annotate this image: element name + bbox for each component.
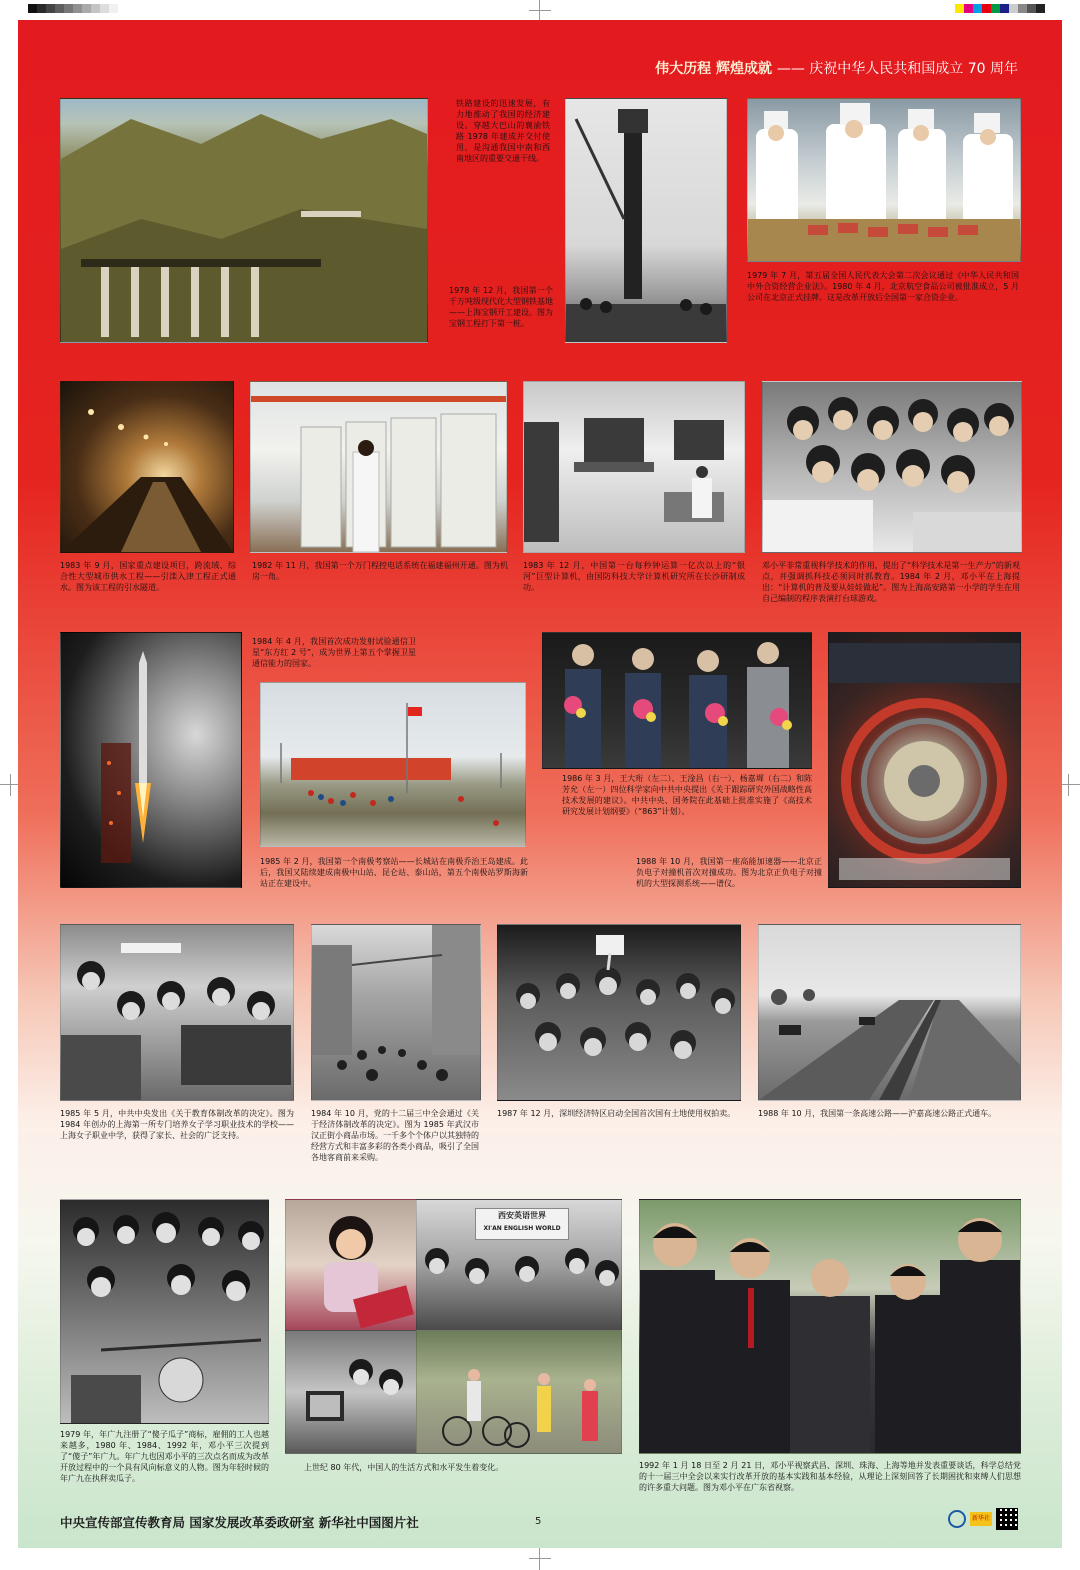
photo-lifestyle-shopgirl xyxy=(285,1199,417,1331)
photo-lifestyle-english-corner xyxy=(416,1199,622,1331)
caption-scientists: 1986 年 3 月，王大珩（左二）、王淦昌（右一）、杨嘉墀（右二）和陈芳允（左一）四位科学家向中共中央提出《关于跟踪研究外国战略性高技术发展的建议》。中共中央、国务院在此基础上批准实施了《高技术研究发展计划纲要》（“863”计划）。 xyxy=(562,774,812,816)
caption-deng: 1992 年 1 月 18 日至 2 月 21 日，邓小平视察武昌、深圳、珠海、上海等地并发表重要谈话，科学总结党的十一届三中全会以来实行改革开放的基本实践和基本经验，从理论上深刻回答了长期困扰和束缚人们思想的许多重大问题。图为邓小平在广东省视察。 xyxy=(639,1461,1021,1492)
photo-railway-mountain xyxy=(60,98,428,343)
caption-railway: 铁路建设的迅速发展，有力地推动了我国的经济建设。穿越大巴山的襄渝铁路 1978 年建成并交付使用，是沟通我国中南和西南地区的重要交通干线。 xyxy=(456,99,550,163)
photo-hujia-expressway xyxy=(758,924,1021,1101)
header-main-title: 伟大历程 辉煌成就 xyxy=(655,61,772,77)
photo-water-tunnel xyxy=(60,381,234,553)
caption-children: 邓小平非常重视科学技术的作用，提出了“科学技术是第一生产力”的新观点，并强调抓科技必须同时抓教育。1984 年 2 月，邓小平在上海提出：“计算机的普及要从娃娃做起”。图为上海高安路第一小学的学生在用自己编制的程序表演打台球游戏。 xyxy=(762,561,1020,603)
photo-rocket-launch xyxy=(60,632,242,888)
photo-airline-food-chefs xyxy=(747,98,1021,262)
caption-antarctic: 1985 年 2 月，我国第一个南极考察站——长城站在南极乔治王岛建成。此后，我国又陆续建成南极中山站、昆仑站、泰山站，第五个南极站罗斯海新站正在建设中。 xyxy=(260,857,528,888)
photo-baosteel-piling xyxy=(565,98,727,343)
caption-highway: 1988 年 10 月，我国第一条高速公路——沪嘉高速公路正式通车。 xyxy=(758,1109,997,1118)
registration-mark-top xyxy=(529,0,551,22)
color-bar-right xyxy=(955,4,1045,13)
caption-market: 1984 年 10 月，党的十二届三中全会通过《关于经济体制改革的决定》。图为 1985 年武汉市汉正街小商品市场。一千多个个体户以其独特的经营方式和丰富多彩的各类小商品，吸引了全国各地客商前来采购。 xyxy=(311,1109,479,1162)
caption-auction: 1987 年 12 月，深圳经济特区启动全国首次国有土地使用权拍卖。 xyxy=(497,1109,736,1118)
header-subtitle: —— 庆祝中华人民共和国成立 70 周年 xyxy=(776,61,1018,77)
photo-deng-xiaoping-inspection xyxy=(639,1199,1021,1454)
caption-telephone: 1982 年 11 月，我国第一个万门程控电话系统在福建福州开通。图为机房一角。 xyxy=(252,561,508,581)
photo-yinhe-computer xyxy=(523,381,745,553)
photo-lifestyle-bicycles xyxy=(416,1330,622,1454)
photo-nian-guangjiu xyxy=(60,1199,269,1424)
color-bar-left xyxy=(28,4,118,13)
banner-chinese: 西安英语世界 xyxy=(498,1211,546,1220)
caption-education: 1985 年 5 月，中共中央发出《关于教育体制改革的决定》。图为 1984 年创办的上海第一所专门培养女子学习职业技术的学校——上海女子职业中学，获得了家长、社会的广泛支持。 xyxy=(60,1109,294,1140)
publisher-seal-icon xyxy=(948,1510,966,1528)
photo-shenzhen-land-auction xyxy=(497,924,741,1101)
caption-shazi-guazi: 1979 年，年广九注册了“傻子瓜子”商标，雇佣的工人也越来越多，1980 年、1984、1992 年，邓小平三次提到了“傻子”年广九。年广九也因邓小平的三次点名而成为改革开放过程中的一个具有风向标意义的人物。图为年轻时候的年广九在执秤卖瓜子。 xyxy=(60,1430,269,1483)
photo-hanzheng-street-market xyxy=(311,924,481,1101)
photo-863-scientists xyxy=(542,632,812,769)
photo-lifestyle-tv-shop xyxy=(285,1330,417,1454)
xinhua-logo: 新华社 xyxy=(970,1512,992,1526)
footer-logos xyxy=(948,1508,1018,1530)
caption-tunnel: 1983 年 9 月，国家重点建设项目，跨流域、综合性大型城市供水工程——引滦入津工程正式通水。图为该工程的引水隧道。 xyxy=(60,561,236,592)
photo-telephone-exchange xyxy=(250,381,507,553)
caption-lifestyle: 上世纪 80 年代，中国人的生活方式和水平发生着变化。 xyxy=(304,1463,504,1472)
photo-collider-detector xyxy=(828,632,1021,888)
caption-satellite: 1984 年 4 月，我国首次成功发射试验通信卫星“东方红 2 号”，成为世界上第五个掌握卫星通信能力的国家。 xyxy=(252,637,416,668)
qr-code-icon xyxy=(996,1508,1018,1530)
caption-joint-venture: 1979 年 7 月，第五届全国人民代表大会第二次会议通过《中华人民共和国中外合资经营企业法》。1980 年 4 月，北京航空食品公司被批准成立，5 月公司在北京正式挂牌。这是改革开放后全国第一家合资企业。 xyxy=(747,271,1019,302)
footer-publishers: 中央宣传部宣传教育局 国家发展改革委政研室 新华社中国图片社 xyxy=(60,1515,419,1530)
poster-header xyxy=(655,58,1018,78)
caption-collider: 1988 年 10 月，我国第一座高能加速器——北京正负电子对撞机首次对撞成功。图为北京正负电子对撞机的大型探测系统——谱仪。 xyxy=(636,857,822,888)
registration-mark-bottom xyxy=(529,1548,551,1570)
photo-antarctic-station xyxy=(260,682,526,847)
photo-children-computer xyxy=(762,381,1022,553)
page-number: 5 xyxy=(535,1516,542,1527)
photo-womens-vocational-school xyxy=(60,924,294,1101)
caption-computer: 1983 年 12 月，中国第一台每秒钟运算一亿次以上的“银河”巨型计算机，由国防科技大学计算机研究所在长沙研制成功。 xyxy=(523,561,745,592)
caption-baosteel: 1978 年 12 月，我国第一个千万吨级现代化大型钢铁基地——上海宝钢开工建设。图为宝钢工程打下第一桩。 xyxy=(449,286,553,328)
banner-english: XI'AN ENGLISH WORLD xyxy=(483,1225,561,1232)
